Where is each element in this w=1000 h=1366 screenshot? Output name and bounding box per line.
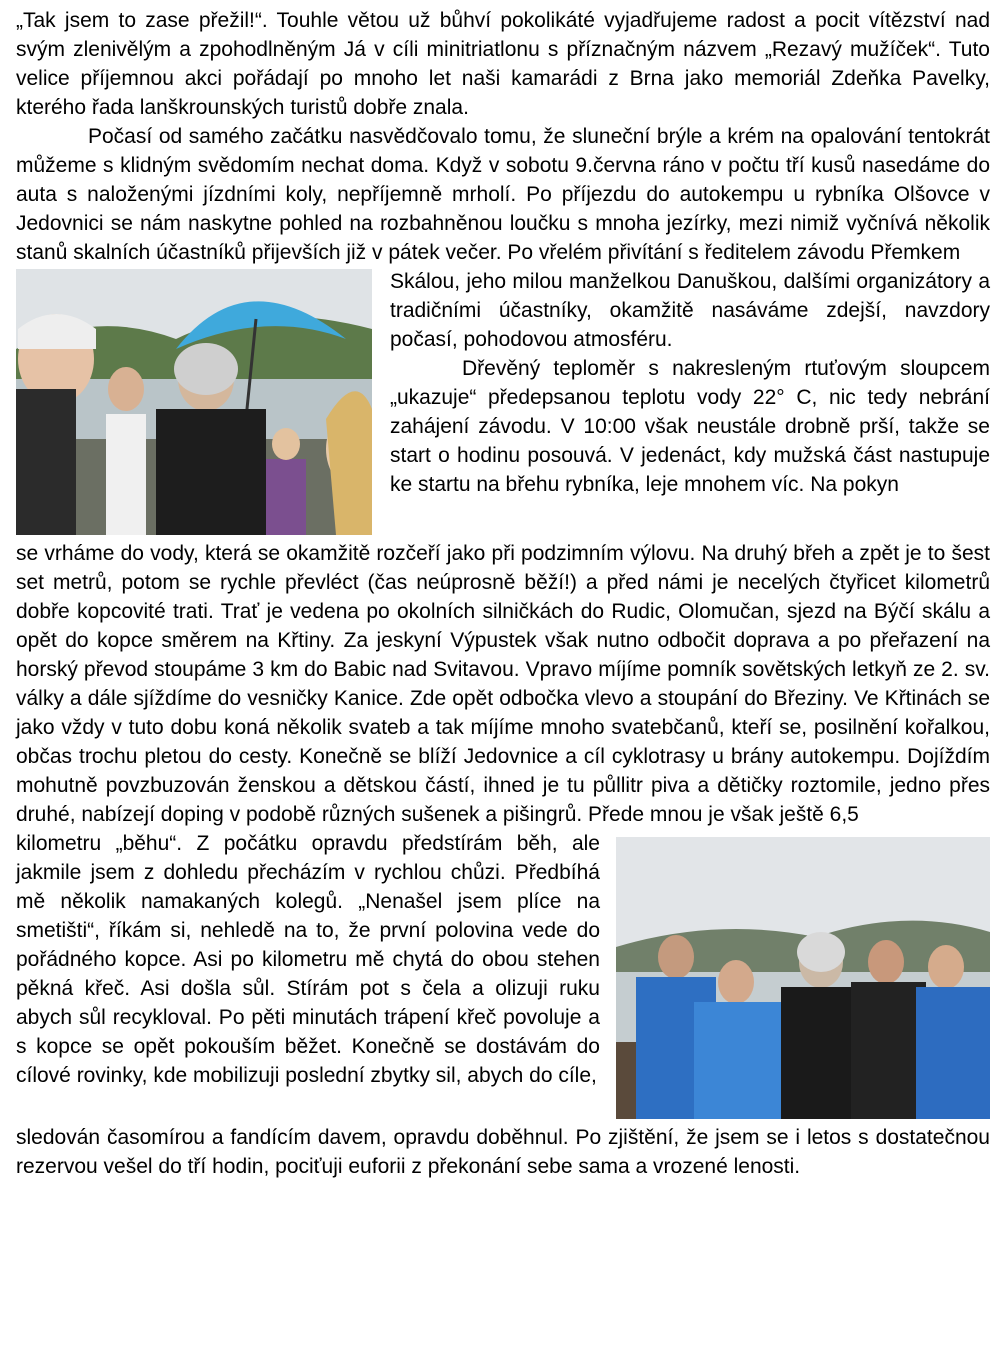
paragraph-intro: „Tak jsem to zase přežil!“. Touhle větou už bůhví pokolikáté vyjadřujeme radost a pocit vítězství nad svým zlenivělým a zpohodlněným Já v cíli minitriatlonu s příznačným názvem „Rezavý mužíček“. Tuto velice příjemnou akci pořádají po mnoho let naši kamarádi z Brna jako memoriál Zdeňka Pavelky, kterého řada lanškrounských turistů dobře znala. <box>16 9 990 119</box>
paragraph-finish: sledován časomírou a fandícím davem, opravdu doběhnul. Po zjištění, že jsem se i letos s dostatečnou rezervou vešel do tří hodin, pociťuji euforii z překonání sebe sama a vrozené lenosti. <box>16 1126 990 1178</box>
article <box>16 6 990 1181</box>
paragraph-weather <box>16 122 990 267</box>
paragraph-race-course: se vrháme do vody, která se okamžitě rozčeří jako při podzimním výlovu. Na druhý břeh a zpět je to šest set metrů, potom se rychle převléct (čas neúprosně běží!) a před námi je necelých čtyřicet kilometrů dobře kopcovité trati. Trať je vedena po okolních silničkách do Rudic, Olomučan, sjezd na Býčí skálu a opět do kopce směrem na Křtiny. Za jeskyní Výpustek však nutno odbočit doprava a po přeřazení na horský převod stoupáme 3 km do Babic nad Svitavou. Vpravo míjíme pomník sovětských letkyň ze 2. sv. války a dále sjíždíme do vesničky Kanice. Zde opět odbočka vlevo a stoupání do Březiny. Ve Křtinách se jako vždy v tuto dobu koná několik svateb a tak míjíme mnoho svatebčanů, kteří se, posilnění kořalkou, občas trochu pletou do cesty. Konečně se blíží Jedovnice a cíl cyklotrasy u brány autokempu. Dojíždím mohutně povzbuzován ženskou a dětskou částí, ihned je tu půllitr piva a dětičky roztomile, jedno přes druhé, nabízejí doping v podobě různých sušenek a pišingrů. Přede mnou je však ještě 6,5 <box>16 542 990 826</box>
photo-finishers-group <box>616 837 990 1119</box>
paragraph-welcome: Skálou, jeho milou manželkou Danuškou, dalšími organizátory a tradičními účastníky, okamžitě nasáváme zdejší, navzdory počasí, pohodovou atmosféru. <box>390 270 990 351</box>
paragraph-run: kilometru „běhu“. Z počátku opravdu předstírám běh, ale jakmile jsem z dohledu přecházím v rychlou chůzi. Předbíhá mě několik namakaných kolegů. „Nenašel jsem plíce na smetišti“, říkám si, nehledě na to, že první polovina vede do pořádného kopce. Asi po kilometru mě chytá do obou stehen pěkná křeč. Asi došla sůl. Stírám pot s čela a olizuji ruku abych sůl recykloval. Po pěti minutách trápení křeč povoluje a s kopce se opět pokouším běžet. Konečně se dostávám do cílové rovinky, kde mobilizuji poslední zbytky sil, abych do cíle, <box>16 832 600 1087</box>
photo-umbrella-group <box>16 269 372 535</box>
paragraph-weather-text: Počasí od samého začátku nasvědčovalo tomu, že sluneční brýle a krém na opalování tentokrát můžeme s klidným svědomím nechat doma. Když v sobotu 9.června ráno v počtu tří kusů nasedáme do auta s naloženými jízdními koly, nepříjemně mrholí. Po příjezdu do autokempu u rybníka Olšovce v Jedovnici se nám naskytne pohled na rozbahněnou loučku s mnoha jezírky, mezi nimiž vyčnívá několik stanů skalních účastníků přijevších již v pátek večer. Po vřelém přivítání s ředitelem závodu Přemkem <box>16 125 990 264</box>
paragraph-race-start: Dřevěný teploměr s nakresleným rtuťovým sloupcem „ukazuje“ předepsanou teplotu vody 22° C, nic tedy nebrání zahájení závodu. V 10:00 však neustále drobně prší, takže se start o hodinu posouvá. V jedenáct, kdy mužská část nastupuje ke startu na břehu rybníka, leje mnohem víc. Na pokyn <box>390 357 990 496</box>
